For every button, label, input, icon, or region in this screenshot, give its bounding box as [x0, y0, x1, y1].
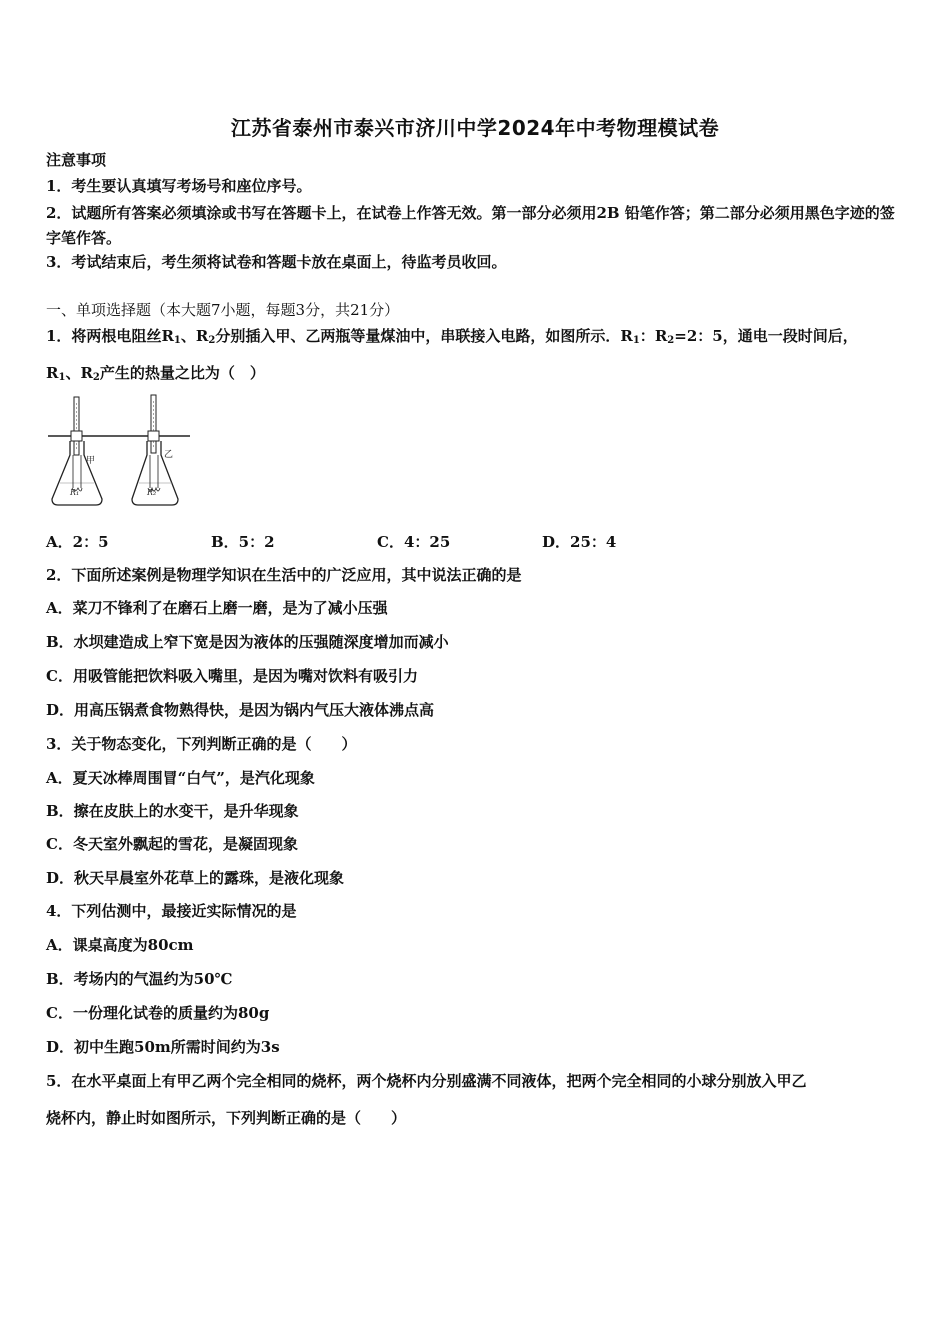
q1-text-b: 分别插入甲、乙两瓶等量煤油中，串联接入电路，如图所示． [215, 327, 621, 345]
q3-stem: 3．关于物态变化，下列判断正确的是（ ） [46, 735, 357, 753]
q1-sep: 、 [180, 327, 196, 345]
section-heading: 一、单项选择题（本大题7小题，每题3分，共21分） [46, 301, 400, 319]
notice-item-3: 3．考试结束后，考生须将试卷和答题卡放在桌面上，待监考员收回。 [46, 253, 507, 271]
q1-ratio-tail: =2：5，通电一段时间后， [674, 327, 858, 345]
q1-r1: R [161, 327, 174, 345]
q3-option-a[interactable]: A．夏天冰棒周围冒“白气”，是汽化现象 [46, 769, 315, 787]
label-r1: R₁ [70, 488, 80, 497]
label-jia: 甲 [86, 456, 96, 466]
q1-option-c[interactable]: C．4：25 [377, 533, 451, 551]
label-yi: 乙 [164, 450, 174, 460]
q1-l2-r1-sub: 1 [58, 372, 66, 383]
q3-option-d[interactable]: D．秋天早晨室外花草上的露珠，是液化现象 [46, 869, 345, 887]
notice-heading: 注意事项 [46, 151, 107, 169]
q1-stem-line2 [46, 363, 265, 388]
q1-r2: R [195, 327, 209, 345]
q1-option-b[interactable]: B．5：2 [211, 533, 275, 551]
q4-stem: 4．下列估测中，最接近实际情况的是 [46, 902, 297, 920]
q4-option-c[interactable]: C．一份理化试卷的质量约为80g [46, 1004, 270, 1022]
label-r2: R₂ [147, 488, 157, 497]
q2-option-d[interactable]: D．用高压锅煮食物熟得快，是因为锅内气压大液体沸点高 [46, 701, 435, 719]
q1-option-d[interactable]: D．25：4 [542, 533, 617, 551]
q1-l2-tail: 产生的热量之比为（ ） [99, 364, 265, 382]
flask-diagram [44, 393, 194, 513]
q1-option-a[interactable]: A．2：5 [46, 533, 109, 551]
q5-stem-line2: 烧杯内，静止时如图所示，下列判断正确的是（ ） [46, 1109, 407, 1127]
notice-item-2: 2．试题所有答案必须填涂或书写在答题卡上，在试卷上作答无效。第一部分必须用2B 铅笔作答；第二部分必须用黑色字迹的签字笔作答。 [46, 204, 895, 247]
q1-stem-line1 [46, 326, 858, 351]
q2-stem: 2．下面所述案例是物理学知识在生活中的广泛应用，其中说法正确的是 [46, 566, 522, 584]
q1-l2-r1: R [46, 364, 59, 382]
q2-option-c[interactable]: C．用吸管能把饮料吸入嘴里，是因为嘴对饮料有吸引力 [46, 667, 418, 685]
q1-l2-r2: R [80, 364, 93, 382]
q1-ratio-r2-sub: 2 [667, 335, 675, 346]
q2-option-a[interactable]: A．菜刀不锋利了在磨石上磨一磨，是为了减小压强 [46, 599, 388, 617]
q1-ratio-colon: ： [639, 327, 655, 345]
q5-stem-line1: 5．在水平桌面上有甲乙两个完全相同的烧杯，两个烧杯内分别盛满不同液体，把两个完全相同的小球分别放入甲乙 [46, 1072, 807, 1090]
q1-ratio-r1: R [620, 327, 633, 345]
q1-r1-sub: 1 [173, 335, 181, 346]
q1-l2-r2-sub: 2 [92, 372, 100, 383]
q1-r2-sub: 2 [208, 335, 216, 346]
q4-option-d[interactable]: D．初中生跑50m所需时间约为3s [46, 1038, 280, 1056]
q3-option-c[interactable]: C．冬天室外飘起的雪花，是凝固现象 [46, 835, 298, 853]
q1-ratio-r1-sub: 1 [632, 335, 640, 346]
q1-text-a: 1．将两根电阻丝 [46, 327, 162, 345]
page-title: 江苏省泰州市泰兴市济川中学2024年中考物理模试卷 [230, 116, 720, 140]
q1-ratio-r2: R [654, 327, 668, 345]
notice-item-1: 1．考生要认真填写考场号和座位序号。 [46, 177, 312, 195]
q1-l2-sep: 、 [65, 364, 81, 382]
q3-option-b[interactable]: B．擦在皮肤上的水变干，是升华现象 [46, 802, 299, 820]
q4-option-b[interactable]: B．考场内的气温约为50℃ [46, 970, 233, 988]
q4-option-a[interactable]: A．课桌高度为80cm [46, 936, 194, 954]
q2-option-b[interactable]: B．水坝建造成上窄下宽是因为液体的压强随深度增加而减小 [46, 633, 449, 651]
